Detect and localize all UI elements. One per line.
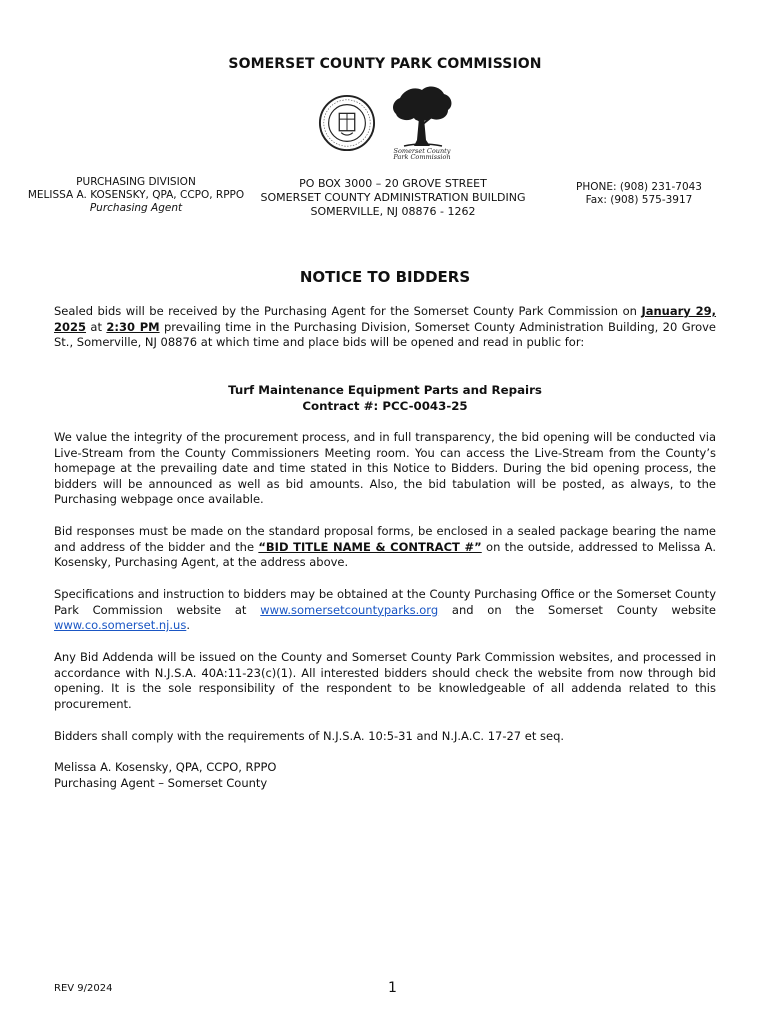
- contract-number: Contract #: PCC-0043-25: [302, 398, 468, 413]
- logo-caption-line1: Somerset County: [393, 147, 451, 155]
- signature-name: Melissa A. Kosensky, QPA, CCPO, RPPO: [54, 760, 277, 774]
- intro-text-b: prevailing time in the Purchasing Division, Somerset County Administration Building, 20 Grove St., Somerville, NJ 08876 at which time and place bids will be opened and read in public for:: [54, 319, 717, 350]
- park-commission-tree-logo: [386, 82, 458, 160]
- purchasing-division-block: [18, 176, 254, 215]
- bid-title-contract-callout: “BID TITLE NAME & CONTRACT #”: [258, 539, 482, 554]
- logo-caption-line2: Park Commission: [393, 153, 451, 160]
- specs-text-b: and on the Somerset County website: [438, 602, 716, 617]
- org-title: SOMERSET COUNTY PARK COMMISSION: [228, 56, 542, 72]
- notice-title: NOTICE TO BIDDERS: [299, 268, 471, 286]
- bid-title: Turf Maintenance Equipment Parts and Repairs: [228, 383, 542, 397]
- county-seal-icon: [318, 94, 376, 152]
- paragraph-intro: [54, 304, 716, 351]
- revision-label: REV 9/2024: [54, 983, 113, 994]
- intro-text-at: at: [86, 319, 107, 334]
- signature-title: Purchasing Agent – Somerset County: [54, 775, 268, 790]
- paragraph-compliance: Bidders shall comply with the requirements of N.J.S.A. 10:5-31 and N.J.A.C. 17-27 et seq.: [54, 729, 565, 743]
- address-line1: PO BOX 3000 – 20 GROVE STREET: [299, 177, 487, 190]
- address-line2: SOMERSET COUNTY ADMINISTRATION BUILDING: [260, 191, 526, 204]
- bid-date: January 29, 2025: [54, 304, 717, 334]
- responses-text-b: on the outside, addressed to Melissa A. Kosensky, Purchasing Agent, at the address above.: [54, 539, 716, 570]
- address-line3: SOMERVILLE, NJ 08876 - 1262: [310, 205, 476, 218]
- signature-block: [54, 760, 716, 791]
- specs-text-c: .: [186, 618, 190, 633]
- county-website-link[interactable]: www.co.somerset.nj.us: [54, 618, 187, 633]
- division-label: PURCHASING DIVISION: [76, 176, 196, 188]
- bid-title-block: [54, 383, 716, 414]
- paragraph-specifications: [54, 587, 716, 634]
- specs-text-a: Specifications and instruction to bidders may be obtained at the County Purchasing Office or the Somerset County Park Commission website at: [54, 587, 716, 617]
- phone-number: PHONE: (908) 231-7043: [576, 181, 702, 193]
- paragraph-livestream: We value the integrity of the procurement process, and in full transparency, the bid opening will be conducted via Live-Stream from the County Commissioners Meeting room. You can access the Live-Stream from the County’s homepage at the prevailing date and time stated in this Notice to Bidders. During the bid opening process, the bidders will be announced as well as bid amounts. Also, the bid tabulation will be posted, as always, to the Purchasing webpage once available.: [54, 430, 716, 507]
- contact-block: [568, 181, 710, 207]
- paragraph-bid-responses: [54, 524, 716, 571]
- responses-text-a: Bid responses must be made on the standard proposal forms, be enclosed in a sealed package bearing the name and address of the bidder and the: [54, 524, 716, 554]
- address-block: [246, 177, 540, 219]
- park-commission-website-link[interactable]: www.somersetcountyparks.org: [260, 602, 439, 617]
- paragraph-addenda: Any Bid Addenda will be issued on the County and Somerset County Park Commission websites, and processed in accordance with N.J.S.A. 40A:11-23(c)(1). All interested bidders should check the website from now through bid opening. It is the sole responsibility of the respondent to be knowledgeable of all addenda related to this procurement.: [54, 650, 716, 711]
- bid-time: 2:30 PM: [106, 319, 160, 334]
- page-number: 1: [388, 980, 397, 996]
- fax-number: Fax: (908) 575-3917: [585, 194, 693, 206]
- agent-name: MELISSA A. KOSENSKY, QPA, CCPO, RPPO: [27, 189, 245, 201]
- intro-text-a: Sealed bids will be received by the Purchasing Agent for the Somerset County Park Commission on: [54, 304, 642, 318]
- agent-role: Purchasing Agent: [89, 202, 183, 214]
